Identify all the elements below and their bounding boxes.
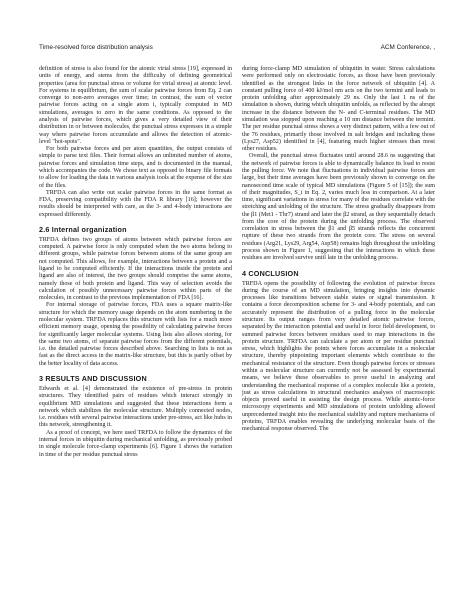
paragraph-proof-of-concept: As a proof of concept, we here used TRFDA to follow the dynamics of the internal forces in ubiquitin during mechanical unfolding, as previously probed in single molecule force-clamp experiments [6]. Figure 1 shows the variation in time of the per residue punctual stress	[39, 429, 232, 458]
right-column	[242, 66, 435, 434]
paragraph-stress-fluctuation: Overall, the punctual stress fluctuates until around 28.6 ns suggesting that the network of pairwise forces is able to dynamically balance its load to resist the pulling force. We note that fluctuations in individual pairwise forces are large, but their time averages have been previously shown to converge on the nanosecond time scale of typical MD simulations (Figure 5 of [15]); the sum of their magnitudes, S_i in Eq. 2, varies much less in comparison. At a later time, significant variations in stress for many of the residues correlate with the stretching and unfolding of the structure. The stress gradually disappears from the β1 (Met1 - Thr7) strand and later the β2 strand, as they sequentially detach from the core of the protein during the unfolding process. The observed correlation in stress between the β1 and β5 strands reflects the concurrent rupture of these two strands from the protein core. The stress on several residues (Arg21, Lys29, Arg54, Asp58) remains high throughout the unfolding process shown in Figure 1, suggesting that the interactions in which these residues are involved survive until late in the unfolding process.	[242, 153, 435, 262]
paragraph-atom-groups: TRFDA defines two groups of atoms between which pairwise forces are computed. A pairwise force is only computed when the two atoms belong to different groups, while pairwise forces between atoms of the same group are not computed. This allows, for example, interactions between a protein and a ligand to be computed efficiently. If the interactions inside the protein and ligand are also of interest, the two groups should comprise the same atoms, namely those of both protein and ligand. This way of selection avoids the calculation of possibly unnecessary pairwise forces within parts of the molecules, in contrast to the previous implementation of FDA [16].	[39, 236, 232, 302]
paragraph-prestress: Edwards et al. [4] demonstrated the existence of pre-stress in protein structures. They identified pairs of residues which interact strongly in equilibrium MD simulations and suggested that these interactions form a network which stabilizes the molecular structure. Multiply connected nodes, i.e. residues with several pairwise interactions under pre-stress, act like hubs in this network, strengthening it.	[39, 385, 232, 429]
paragraph-force-clamp: during force-clamp MD simulation of ubiquitin in water. Stress calculations were performed only on electrostatic forces, as those have been previously identified as the strongest links in the force network of ubiquitin [4]. A constant pulling force of 400 kJ/mol nm acts on the two termini and leads to protein unfolding after approximately 29 ns. Only the last 1 ns of the simulation is shown, during which ubiquitin unfolds, as reflected by the abrupt increase in the distance between the N- and C-terminal residues. The MD simulation was stopped upon reaching a 10 nm distance between the termini. The per residue punctual stress shows a very distinct pattern, with a few out of the 76 residues, primarily those involved in salt bridges and including those (Lys27, Asp52) identified in [4], featuring much higher stresses than most other residues.	[242, 66, 435, 153]
paragraph-internal-storage: For internal storage of pairwise forces, FDA uses a square matrix-like structure for which the memory usage depends on the atom numbering in the molecular system. TRFDA replaces this structure with lists for a much more efficient memory usage, opening the possibility of calculating pairwise forces for significantly larger molecular systems. Using lists also allows storing, for the same two atoms, of separate pairwise forces from the different potentials, i.e. the detailed pairwise forces described above. Searching in lists is not as fast as the direct access in the matrix-like structure, but this is partly offset by the better locality of data access.	[39, 302, 232, 367]
section-heading-conclusion: 4 CONCLUSION	[242, 268, 299, 278]
section-heading-results: 3 RESULTS AND DISCUSSION	[39, 373, 147, 383]
page-header	[39, 44, 435, 54]
conference-name: ACM Conference, ,	[380, 44, 435, 51]
section-heading-internal-organization: 2.6 Internal organization	[39, 224, 127, 234]
paragraph-conclusion: TRFDA opens the possibility of following the evolution of pairwise forces during the course of an MD simulation, bringing insights into dynamic processes like transitions between stable states or signal transmission. It contains a force decomposition scheme for 3- and 4-body potentials, and can accurately represent the distribution of a pulling force in the molecular structure. Its output ranges from very detailed atomic pairwise forces, separated by the interaction potential and useful in force field development, to summed pairwise forces between residues used to map interactions in the protein structure. TRFDA can calculate a per atom or per residue punctual stress, which highlights the points where forces accumulate in a molecular structure, thereby pinpointing important elements which contribute to the mechanical resistance of the structure. Even though pairwise forces or stresses within a molecular structure can currently not be assessed by experimental means, we believe these observables to prove useful in analyzing and understanding the mechanical response of a complex molecule like a protein, just as stress calculations in structural mechanics analyses of macroscopic objects proved useful in assisting the design process. While atomic-force microscopy experiments and MD simulations of protein unfolding allowed unprecedented insight into the mechanical stability and rupture mechanisms of proteins, TRFDA enables revealing the underlying molecular basis of the mechanical response observed. The	[242, 280, 435, 433]
running-title: Time-resolved force distribution analysis	[39, 44, 153, 51]
left-column	[39, 66, 232, 459]
paragraph-stress-definition: definition of stress is also found for the atomic virial stress [19], expressed in units of energy, and stems from the difficulty of defining geometrical properties (area for punctual stress or volume for virial stress) at atomic level. For systems in equilibrium, the sum of scalar pairwise forces from Eq. 2 can converge to non-zero averages over time; in contrast, the sum of vector pairwise forces acting on a single atom i, typically computed in MD simulations, averages to zero in the same conditions. As opposed to the analysis of pairwise forces, which gives a very detailed view of their distribution in or between molecules, the punctual stress expresses in a simple way where pairwise forces accumulate and allows the detection of atomic-level "hot-spots".	[39, 66, 232, 145]
paragraph-fda-compat: TRFDA can also write out scalar pairwise forces in the same format as FDA, preserving compatibility with the FDA R library [16]; however the results should be interpreted with care, as the 3- and 4-body interactions are expressed differently.	[39, 189, 232, 218]
paragraph-output-format: For both pairwise forces and per atom quantities, the output consists of simple to parse text files. Their format allows an unlimited number of atoms, pairwise forces and simulation time steps, and is documented in the manual, which accompanies the code. We chose text as opposed to binary file formats to allow for loading the data in various analysis tools at the expense of the size of the files.	[39, 146, 232, 189]
